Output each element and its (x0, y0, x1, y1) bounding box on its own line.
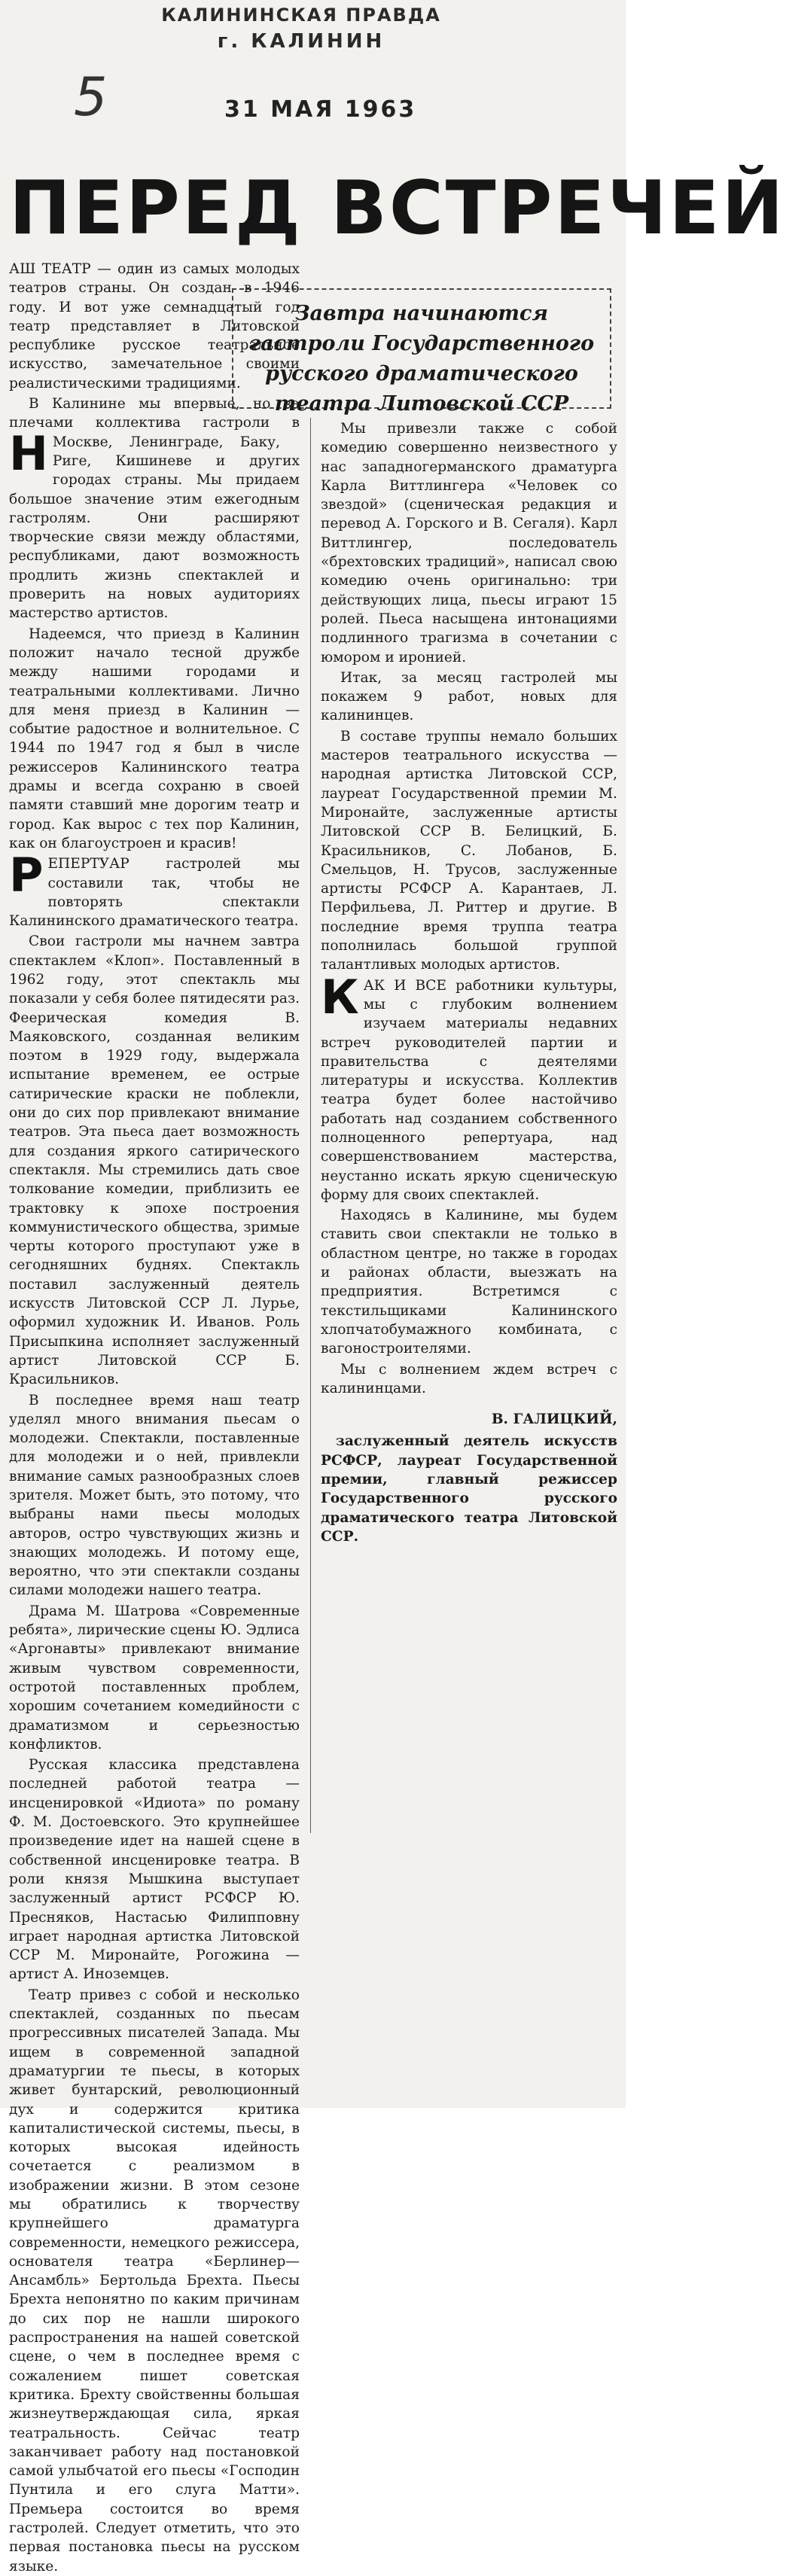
paragraph-11: Итак, за месяц гастролей мы покажем 9 работ, новых для калининцев. (321, 669, 617, 724)
article-body (9, 260, 623, 2574)
paragraph-13: КАК И ВСЕ работники культуры, мы с глубоким волнением изучаем материалы недавних встреч руководителей партии и правительства с деятелями литературы и искусства. Коллектив театра будет более настойчиво работать над созданием собственного полноценного репертуара, над совершенствованием мастерства, неустанно искать яркую сценическую форму для своих спектаклей. (321, 969, 617, 1203)
paragraph-7: Драма М. Шатрова «Современные ребята», лирические сцены Ю. Эдлиса «Аргонавты» привлекают внимание живым чувством современности, остротой поставленных проблем, хорошим сочетанием комедийности с драматизмом и серьезностью конфликтов. (9, 1603, 300, 1752)
newspaper-city: г. КАЛИНИН (217, 30, 385, 53)
paragraph-14: Находясь в Калинине, мы будем ставить свои спектакли не только в областном центре, но также в городах и районах области, выезжать на предприятия. Встретимся с текстильщиками Калининского хлопчатобумажного комбината, с вагоностроителями. (321, 1207, 617, 1357)
paragraph-15: Мы с волнением ждем встреч с калининцами. (321, 1361, 617, 1396)
right-column (321, 419, 617, 2108)
column-divider (310, 418, 311, 1833)
author-title: заслуженный деятель искусств РСФСР, лауреат Государственной премии, главный режиссер Государственного русского драматического театра Литовской ССР. (321, 1433, 617, 1545)
paragraph-6: В последнее время наш театр уделял много внимания пьесам о молодежи. Спектакли, поставленные для молодежи и о ней, привлекли внимание самых разнообразных слоев зрителя. Может быть, это потому, что выбраны нами пьесы молодых авторов, остро чувствующих жизнь и знающих молодежь. И потому еще, вероятно, что эти спектакли созданы силами молодежи нашего театра. (9, 1392, 300, 1599)
newspaper-stamp (151, 5, 452, 53)
paragraph-5: Свои гастроли мы начнем завтра спектаклем «Клоп». Поставленный в 1962 году, этот спектакль мы показали у себя более пятидесяти раз. Феерическая комедия В. Маяковского, созданная великим поэтом в 1929 году, выдержала испытание временем, ее острые сатирические краски не поблекли, они до сих пор привлекают внимание театров. Эта пьеса дает возможность для создания яркого сатирического спектакля. Мы стремились дать свое толкование комедии, приблизить ее трактовку к эпохе построения коммунистического общества, зримые черты которого проступают уже в сегодняшних буднях. Спектакль поставил заслуженный деятель искусств Литовской ССР Л. Лурье, оформил художник И. Иванов. Роль Присыпкина исполняет заслуженный артист Литовской ССР Б. Красильников. (9, 933, 300, 1388)
author-signature (321, 1410, 617, 1546)
paragraph-2: В Калинине мы впервые, но за плечами коллектива гастроли в Москве, Ленинграде, Баку, Риге, Кишиневе и других городах страны. Мы придаем большое значение этим ежегодным гастролям. Они расширяют творческие связи между областями, республиками, дают возможность продлить жизнь спектаклей и проверить на новых аудиториях мастерство артистов. (9, 396, 300, 622)
paragraph-3: Надеемся, что приезд в Калинин положит начало тесной дружбе между нашими городами и театральными коллективами. Лично для меня приезд в Калинин — событие радостное и волнительное. С 1944 по 1947 год я был в числе режиссеров Калининского театра драмы и всегда сохраню в своей памяти ставший мне дорогим театр и город. Как вырос с тех пор Калинин, как он благоустроен и красив! (9, 626, 300, 851)
paragraph-4: РЕПЕРТУАР гастролей мы составили так, чтобы не повторять спектакли Калининского драматического театра. (9, 848, 300, 930)
issue-date: 31 МАЯ 1963 (224, 96, 417, 123)
article-headline: ПЕРЕД ВСТРЕЧЕЙ (9, 166, 786, 251)
article-subheadline: Завтра начинаются гастроли Государственного русского драматического театра Литовской ССР (232, 288, 611, 409)
paragraph-9: Театр привез с собой и несколько спектаклей, созданных по пьесам прогрессивных писателей Запада. Мы ищем в современной западной драматургии те пьесы, в которых живет бунтарский, революционный дух и содержится критика капиталистической системы, пьесы, в которых высокая идейность сочетается с реализмом в изображении жизни. В этом сезоне мы обратились к творчеству крупнейшего драматурга современности, немецкого режиссера, основателя театра «Берлинер—Ансамбль» Бертольда Брехта. Пьесы Брехта непонятно по каким причинам до сих пор не нашли широкого распространения на нашей советской сцене, о чем в последнее время с сожалением пишет советская критика. Брехту свойственны большая жизнеутверждающая сила, яркая театральность. Сейчас театр заканчивает работу над постановкой самой улыбчатой его пьесы «Господин Пунтила и его слуга Матти». Премьера состоится во время гастролей. Следует отметить, что это первая постановка пьесы на русском языке. (9, 1987, 300, 2574)
handwritten-number: 5 (74, 66, 108, 128)
dropcap: К (321, 969, 359, 1025)
dropcap: Н (9, 426, 48, 481)
paragraph-8: Русская классика представлена последней работой театра — инсценировкой «Идиота» по роману Ф. М. Достоевского. Это крупнейшее произведение идет на нашей сцене в собственной инсценировке театра. В роли князя Мышкина выступает заслуженный артист РСФСР Ю. Пресняков, Настасью Филипповну играет народная артистка Литовской ССР М. Миронайте, Рогожина — артист А. Иноземцев. (9, 1757, 300, 1983)
newspaper-name: КАЛИНИНСКАЯ ПРАВДА (161, 5, 441, 26)
paragraph-1: Н АШ ТЕАТР — один из самых молодых театров страны. Он создан в 1946 году. И вот уже семнадцатый год театр представляет в Литовской республике русское театральное искусство, замечательное своими реалистическими традициями. (9, 261, 300, 481)
paragraph-12: В составе труппы немало больших мастеров театрального искусства — народная артистка Литовской ССР, лауреат Государственной премии М. Миронайте, заслуженные артисты Литовской ССР В. Белицкий, Б. Красильников, С. Лобанов, Б. Смельцов, Н. Трусов, заслуженные артисты РСФСР А. Карантаев, Л. Перфильева, Л. Риттер и другие. В последние время труппа театра пополнилась большой группой талантливых молодых артистов. (321, 728, 617, 973)
author-name: В. ГАЛИЦКИЙ, (491, 1411, 617, 1428)
dropcap: Р (9, 848, 44, 903)
paragraph-10: Мы привезли также с собой комедию совершенно неизвестного у нас западногерманского драматурга Карла Виттлингера «Человек со звездой» (сценическая редакция и перевод А. Горского и В. Сегаля). Карл Виттлингер, последователь «брехтовских традиций», написал свою комедию очень оригинально: три действующих лица, пьесы играют 15 ролей. Пьеса насыщена интонациями подлинного трагизма в сочетании с юмором и иронией. (321, 421, 617, 665)
left-column (9, 260, 300, 2574)
